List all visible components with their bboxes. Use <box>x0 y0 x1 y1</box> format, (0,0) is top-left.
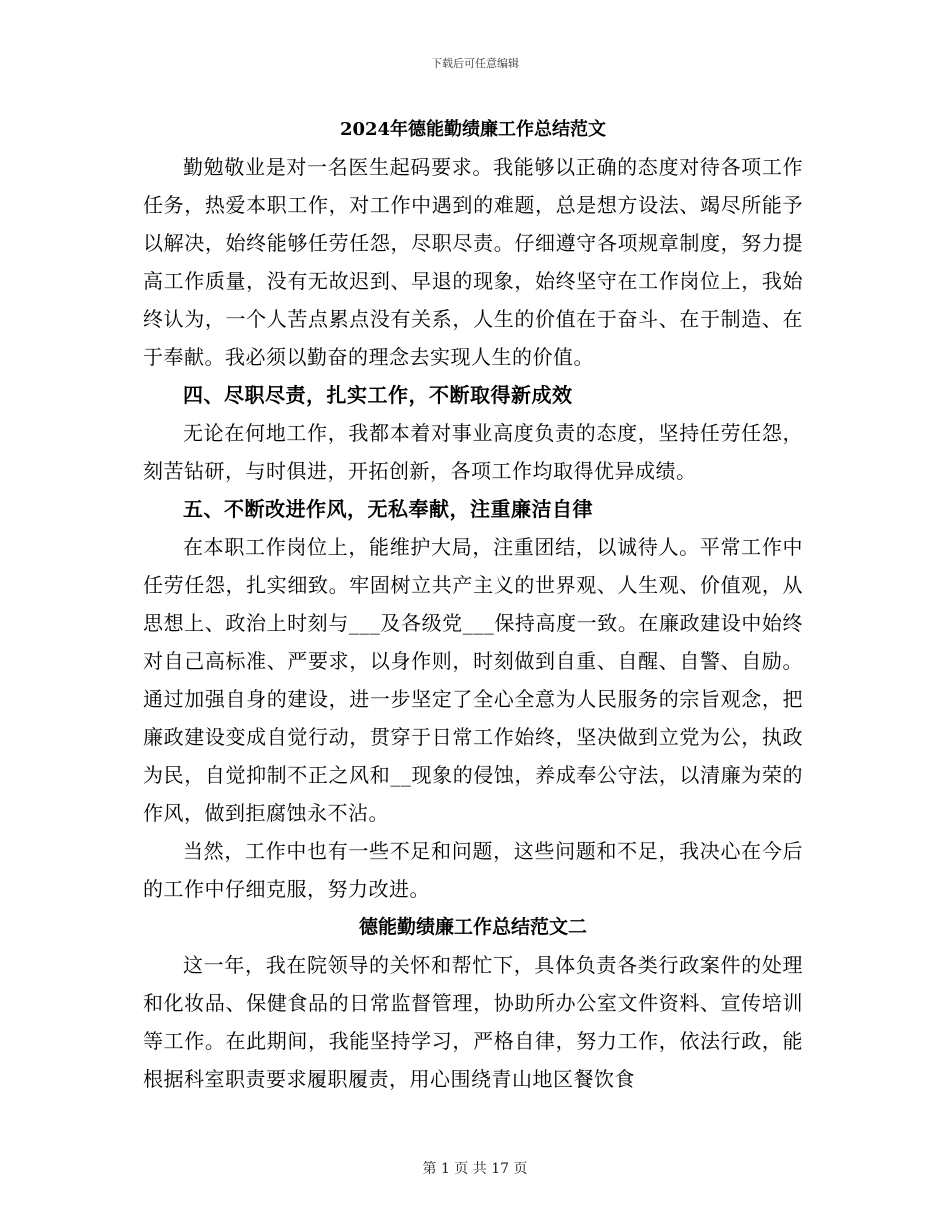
page-header-note: 下载后可任意编辑 <box>431 57 519 70</box>
document-body <box>143 112 803 1098</box>
section-heading-5: 五、不断改进作风，无私奉献，注重廉洁自律 <box>183 497 593 521</box>
paragraph-second-article: 这一年，我在院领导的关怀和帮忙下，具体负责各类行政案件的处理和化妆品、保健食品的日常监督管理，协助所办公室文件资料、宣传培训等工作。在此期间，我能坚持学习，严格自律，努力工作，依法行政，能根据科室职责要求履职履责，用心围绕青山地区餐饮食 <box>143 953 803 1091</box>
paragraph-diligence: 勤勉敬业是对一名医生起码要求。我能够以正确的态度对待各项工作任务，热爱本职工作，对工作中遇到的难题，总是想方设法、竭尽所能予以解决，始终能够任劳任怨，尽职尽责。仔细遵守各项规章制度，努力提高工作质量，没有无故迟到、早退的现象，始终坚守在工作岗位上，我始终认为，一个人苦点累点没有关系，人生的价值在于奋斗、在于制造、在于奉献。我必须以勤奋的理念去实现人生的价值。 <box>143 155 803 369</box>
paragraph-integrity: 在本职工作岗位上，能维护大局，注重团结，以诚待人。平常工作中任劳任怨，扎实细致。牢固树立共产主义的世界观、人生观、价值观，从思想上、政治上时刻与___及各级党___保持高度一致。在廉政建设中始终对自己高标准、严要求，以身作则，时刻做到自重、自醒、自警、自励。通过加强自身的建设，进一步坚定了全心全意为人民服务的宗旨观念，把廉政建设变成自觉行动，贯穿于日常工作始终，坚决做到立党为公，执政为民，自觉抑制不正之风和__现象的侵蚀，养成奉公守法，以清廉为荣的作风，做到拒腐蚀永不沾。 <box>143 535 803 825</box>
document-title: 2024年德能勤绩廉工作总结范文 <box>339 119 607 140</box>
paragraph-responsibility: 无论在何地工作，我都本着对事业高度负责的态度，坚持任劳任怨，刻苦钻研，与时俱进，开拓创新，各项工作均取得优异成绩。 <box>143 421 803 483</box>
page-number-footer: 第 1 页 共 17 页 <box>422 1161 528 1177</box>
second-article-title: 德能勤绩廉工作总结范文二 <box>358 916 587 938</box>
section-heading-4: 四、尽职尽责，扎实工作，不断取得新成效 <box>183 383 573 407</box>
paragraph-shortcomings: 当然，工作中也有一些不足和问题，这些问题和不足，我决心在今后的工作中仔细克服，努力改进。 <box>143 839 803 901</box>
